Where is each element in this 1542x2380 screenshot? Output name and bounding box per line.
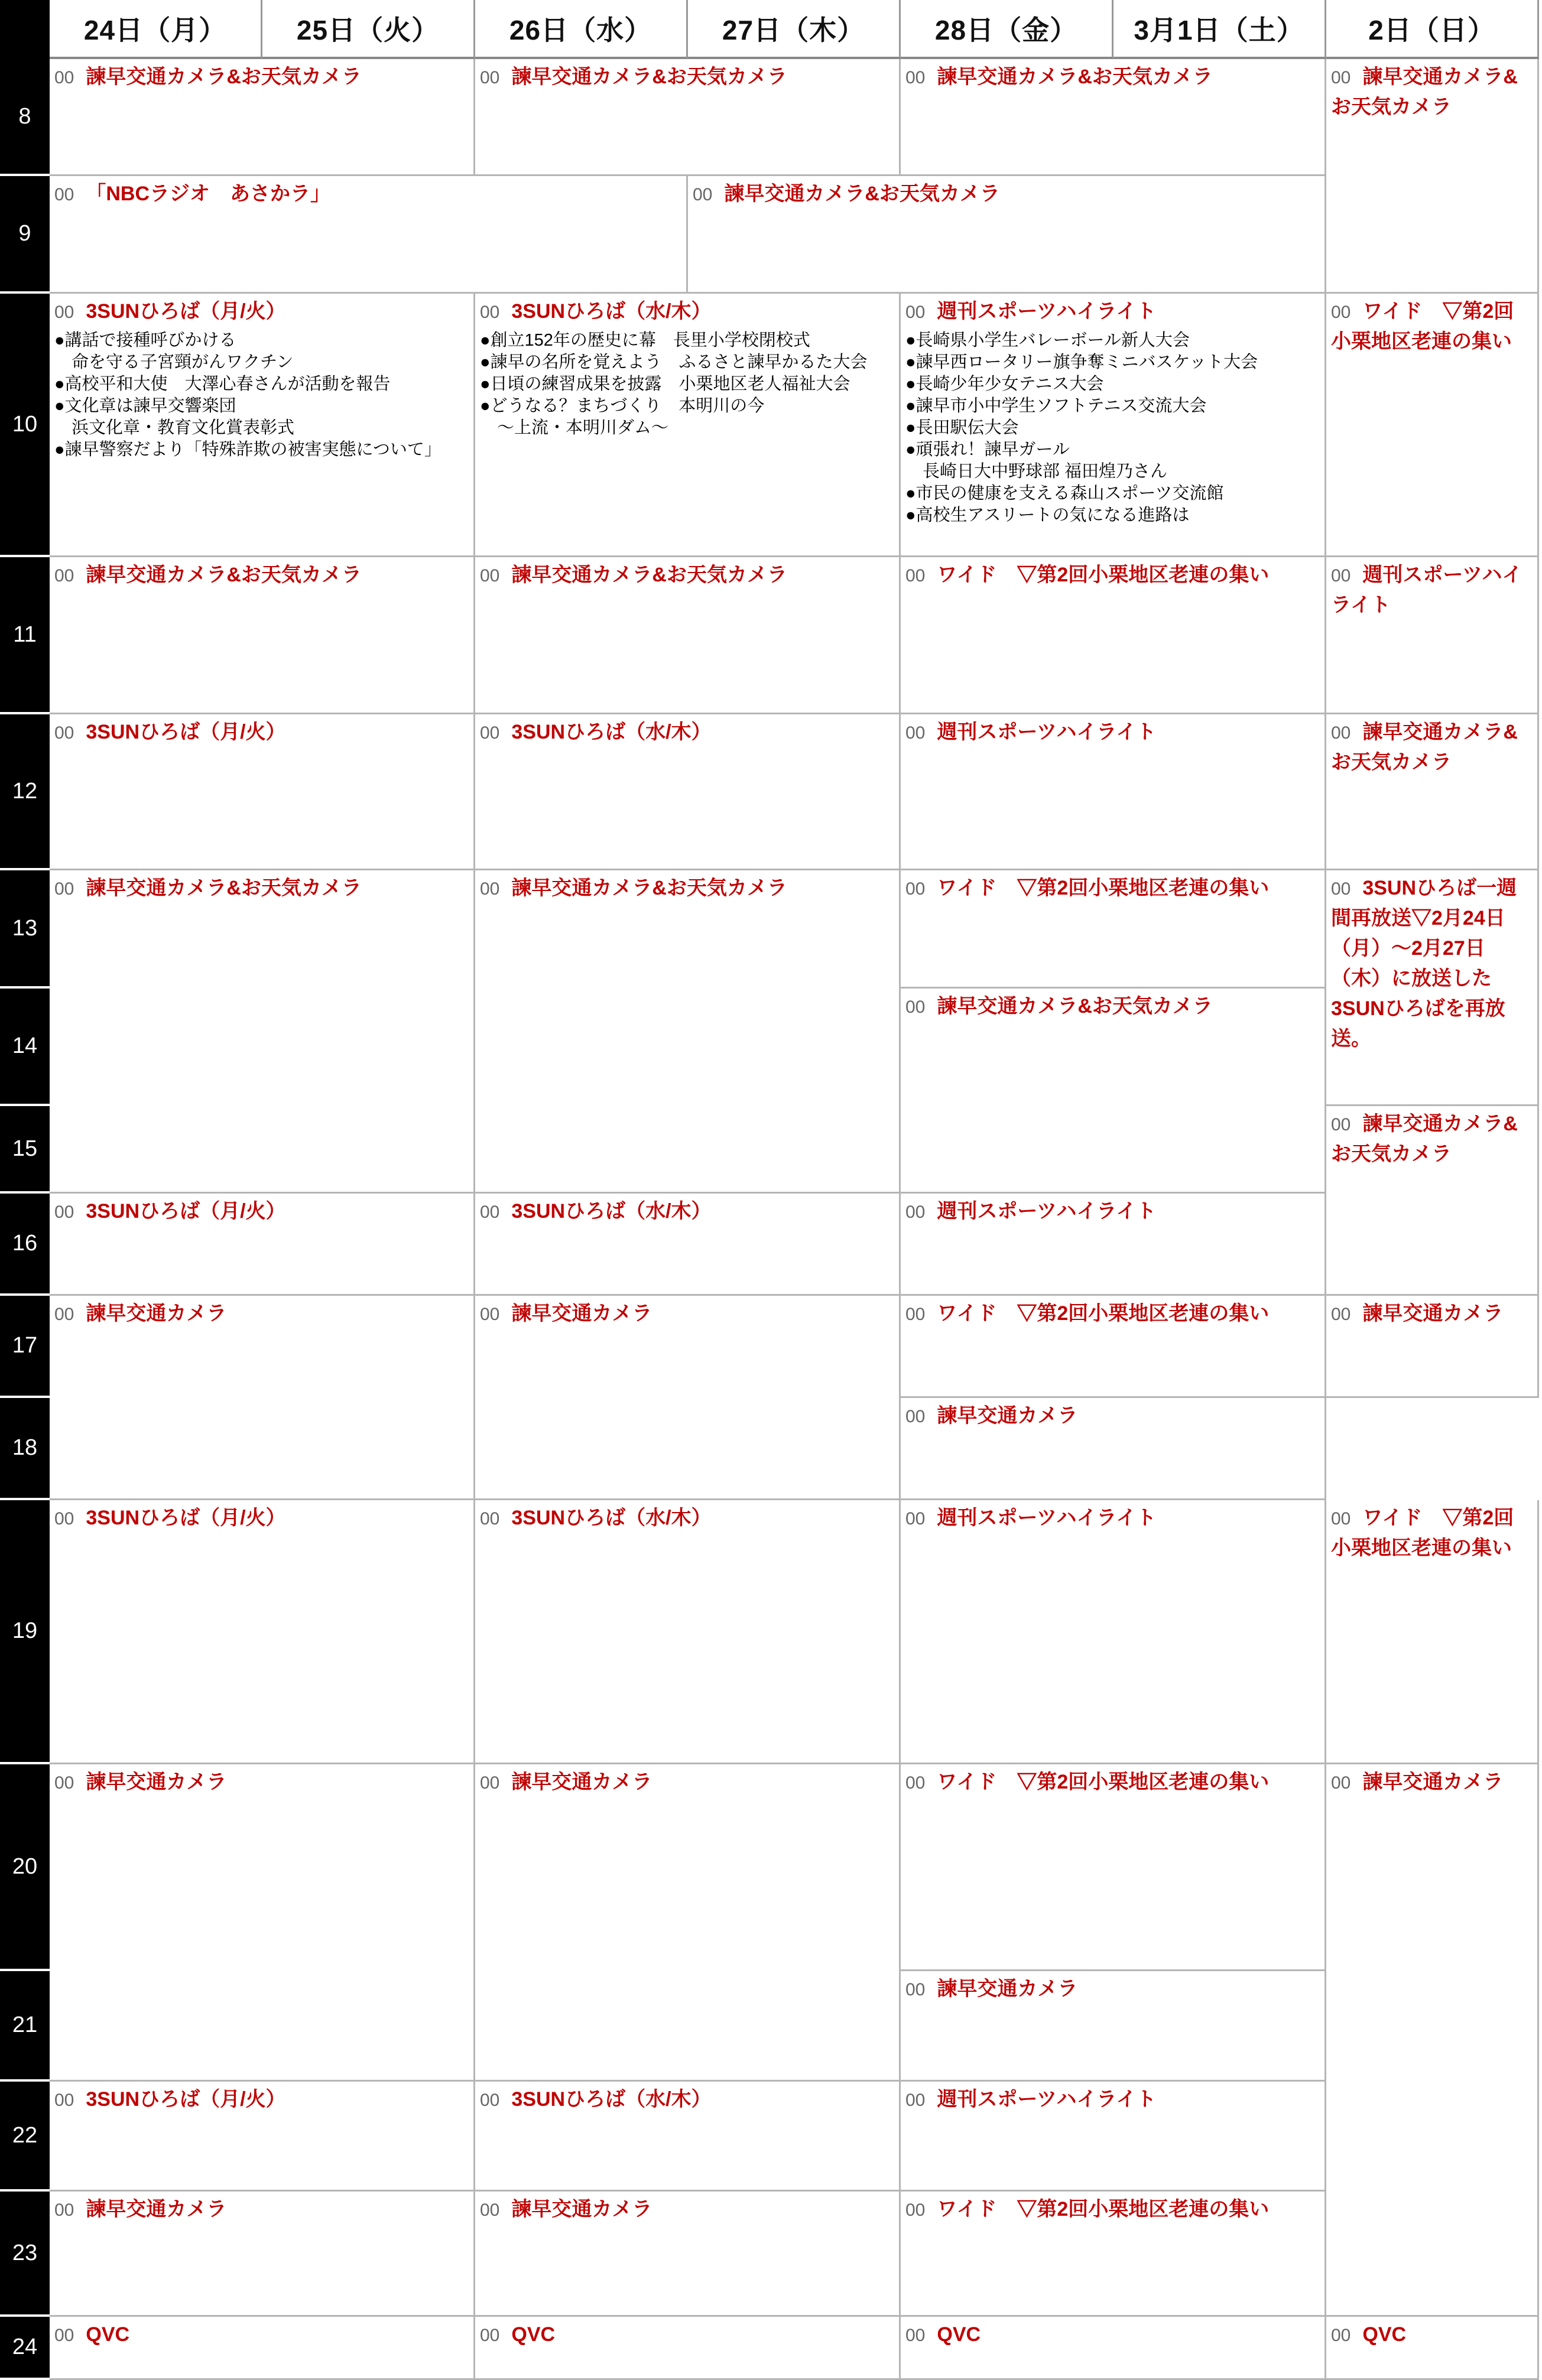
hour-label: 14: [0, 989, 50, 1106]
day-header-mon: 24日（月）: [50, 0, 262, 59]
program-notes: [54, 330, 469, 461]
start-minute: 00: [480, 1305, 500, 1324]
hour-label: 19: [0, 1500, 50, 1764]
program-header: [1331, 1769, 1533, 1799]
program-note: ●創立152年の歴史に幕 長里小学校閉校式: [480, 331, 810, 350]
program-cell[interactable]: [1326, 557, 1539, 714]
program-title: 諫早交通カメラ: [937, 1404, 1078, 1427]
program-header: [1331, 1300, 1533, 1331]
start-minute: 00: [54, 2200, 74, 2220]
start-minute: 00: [54, 1509, 74, 1529]
start-minute: 00: [1331, 1115, 1351, 1134]
program-cell[interactable]: [50, 557, 475, 714]
program-cell[interactable]: [475, 870, 901, 1194]
hour-label: 20: [0, 1764, 50, 1971]
program-cell[interactable]: [901, 870, 1326, 989]
program-header: [480, 2322, 894, 2352]
start-minute: 00: [54, 566, 74, 586]
program-header: [905, 1505, 1320, 1535]
hour-label: 11: [0, 557, 50, 714]
start-minute: 00: [905, 1980, 926, 1999]
start-minute: 00: [905, 723, 926, 743]
program-title: 3SUNひろば（月/火）: [86, 300, 286, 323]
program-title: ワイド ▽第2回小栗地区老連の集い: [937, 1771, 1270, 1793]
start-minute: 00: [480, 68, 500, 87]
hour-label: 18: [0, 1398, 50, 1500]
hour-label: 9: [0, 176, 50, 294]
program-cell[interactable]: [901, 59, 1326, 176]
day-header-wed: 26日（水）: [475, 0, 688, 59]
start-minute: 00: [905, 1305, 926, 1324]
start-minute: 00: [1331, 723, 1351, 743]
program-cell[interactable]: [50, 176, 688, 294]
program-note: 浜文化章・教育文化賞表彰式: [54, 418, 295, 437]
program-title: 諫早交通カメラ&お天気カメラ: [724, 183, 1000, 205]
program-title: ワイド ▽第2回小栗地区老連の集い: [1331, 300, 1514, 353]
program-header: [1331, 875, 1533, 1056]
program-title: 諫早交通カメラ&お天気カメラ: [511, 564, 787, 586]
hour-label: 23: [0, 2192, 50, 2317]
hour-label: 24: [0, 2317, 50, 2380]
program-note: ●諫早市小中学生ソフトテニス交流大会: [905, 396, 1207, 415]
hour-label: 13: [0, 870, 50, 989]
program-note: ●市民の健康を支える森山スポーツ交流館: [905, 484, 1224, 503]
program-header: [480, 875, 894, 905]
program-title: 諫早交通カメラ&お天気カメラ: [511, 877, 787, 899]
program-header: [480, 1505, 894, 1535]
program-cell[interactable]: [475, 1194, 901, 1296]
program-cell[interactable]: [50, 1764, 475, 2082]
program-header: [1331, 64, 1533, 124]
program-header: [905, 1198, 1320, 1228]
start-minute: 00: [905, 879, 926, 899]
program-title: 週刊スポーツハイライト: [937, 300, 1157, 323]
program-note: ●どうなる？まちづくり 本明川の今: [480, 396, 765, 415]
program-title: 諫早交通カメラ&お天気カメラ: [1331, 721, 1518, 773]
program-header: [1331, 719, 1533, 779]
program-title: 3SUNひろば（月/火）: [86, 1200, 286, 1222]
hour-label: 10: [0, 294, 50, 557]
program-note: ●長崎県小学生バレーボール新人大会: [905, 331, 1190, 350]
hour-label: 21: [0, 1971, 50, 2082]
program-cell[interactable]: [50, 59, 475, 176]
start-minute: 00: [905, 2200, 926, 2220]
program-header: [480, 2086, 894, 2116]
program-header: [54, 2196, 469, 2226]
program-header: [905, 2196, 1320, 2226]
program-cell[interactable]: [901, 1398, 1326, 1500]
day-header-sun: 2日（日）: [1326, 0, 1539, 59]
program-cell[interactable]: [1326, 294, 1539, 557]
program-note: ●高校平和大使 大澤心春さんが活動を報告: [54, 375, 391, 394]
program-cell[interactable]: [1326, 870, 1539, 1106]
program-cell[interactable]: [50, 2082, 475, 2192]
program-title: 3SUNひろば（月/火）: [86, 721, 286, 743]
hour-label: 17: [0, 1296, 50, 1398]
program-cell[interactable]: [901, 2192, 1326, 2317]
program-title: 諫早交通カメラ: [86, 1302, 227, 1325]
program-header: [54, 2086, 469, 2116]
day-header-sat: 3月1日（土）: [1114, 0, 1326, 59]
program-title: QVC: [511, 2323, 556, 2346]
program-cell[interactable]: [1326, 1296, 1539, 1398]
start-minute: 00: [905, 1202, 926, 1222]
program-title: 諫早交通カメラ&お天気カメラ: [86, 877, 362, 899]
program-title: 諫早交通カメラ&お天気カメラ: [86, 564, 362, 586]
program-cell[interactable]: [50, 294, 475, 557]
program-notes: [480, 330, 894, 439]
program-header: [54, 1300, 469, 1331]
program-cell[interactable]: [901, 714, 1326, 870]
start-minute: 00: [54, 2090, 74, 2110]
program-title: 諫早交通カメラ: [1362, 1302, 1504, 1325]
program-note: ●諫早の名所を覚えよう ふるさと諫早かるた大会: [480, 353, 868, 372]
corner-cell: [0, 0, 50, 59]
program-header: [54, 1769, 469, 1799]
program-header: [1331, 298, 1533, 359]
program-note: ●文化章は諫早交響楽団: [54, 396, 236, 415]
program-header: [905, 1976, 1320, 2006]
day-header-fri: 28日（金）: [901, 0, 1114, 59]
program-cell[interactable]: [1326, 1500, 1539, 1764]
start-minute: 00: [480, 2090, 500, 2110]
program-title: 諫早交通カメラ: [511, 1771, 652, 1793]
program-title: 諫早交通カメラ&お天気カメラ: [1331, 1113, 1518, 1165]
start-minute: 00: [54, 2326, 74, 2345]
program-header: [905, 719, 1320, 749]
program-note: 命を守る子宮頸がんワクチン: [54, 353, 294, 372]
program-note: ●頑張れ！諫早ガール: [905, 440, 1070, 459]
program-title: 3SUNひろば（月/火）: [86, 2088, 286, 2111]
program-cell[interactable]: [901, 1971, 1326, 2082]
program-header: [1331, 1505, 1533, 1565]
start-minute: 00: [480, 1202, 500, 1222]
program-notes: [905, 330, 1320, 526]
program-title: 諫早交通カメラ: [937, 1978, 1078, 2000]
program-title: 週刊スポーツハイライト: [1331, 564, 1522, 616]
program-title: 3SUNひろば（月/火）: [86, 1507, 286, 1529]
program-title: QVC: [1362, 2323, 1407, 2346]
program-cell[interactable]: [901, 2317, 1326, 2380]
program-header: [54, 64, 469, 94]
start-minute: 00: [480, 1509, 500, 1529]
program-header: [54, 2322, 469, 2352]
program-cell[interactable]: [901, 2082, 1326, 2192]
program-header: [905, 1403, 1320, 1433]
program-header: [54, 562, 469, 592]
start-minute: 00: [54, 68, 74, 87]
program-cell[interactable]: [475, 557, 901, 714]
start-minute: 00: [905, 1509, 926, 1529]
program-header: [1331, 562, 1533, 622]
program-title: 3SUNひろば（水/木）: [511, 300, 712, 323]
program-cell[interactable]: [901, 989, 1326, 1194]
program-title: 週刊スポーツハイライト: [937, 2088, 1157, 2111]
program-header: [480, 64, 894, 94]
program-header: [480, 562, 894, 592]
start-minute: 00: [480, 303, 500, 322]
program-cell[interactable]: [50, 870, 475, 1194]
program-header: [693, 181, 1320, 211]
program-cell[interactable]: [901, 1764, 1326, 1971]
start-minute: 00: [480, 566, 500, 586]
program-title: 3SUNひろば（水/木）: [511, 1200, 712, 1222]
program-cell[interactable]: [1326, 1764, 1539, 2317]
program-cell[interactable]: [50, 1296, 475, 1500]
start-minute: 00: [1331, 566, 1351, 586]
program-header: [480, 1769, 894, 1799]
program-header: [480, 2196, 894, 2226]
start-minute: 00: [905, 2090, 926, 2110]
hour-label: 16: [0, 1194, 50, 1296]
start-minute: 00: [54, 1202, 74, 1222]
program-title: 諫早交通カメラ: [1362, 1771, 1504, 1793]
program-cell[interactable]: [50, 2317, 475, 2380]
program-note: ●日頃の練習成果を披露 小栗地区老人福祉大会: [480, 375, 850, 394]
start-minute: 00: [693, 185, 713, 204]
hour-label: 12: [0, 714, 50, 870]
program-title: 諫早交通カメラ&お天気カメラ: [86, 66, 362, 88]
hour-label: 22: [0, 2082, 50, 2192]
program-cell[interactable]: [901, 1194, 1326, 1296]
program-title: ワイド ▽第2回小栗地区老連の集い: [937, 564, 1270, 586]
program-header: [1331, 2322, 1533, 2352]
program-title: 諫早交通カメラ: [511, 1302, 652, 1325]
program-cell[interactable]: [475, 2192, 901, 2317]
program-cell[interactable]: [901, 1500, 1326, 1764]
start-minute: 00: [480, 723, 500, 743]
program-cell[interactable]: [1326, 714, 1539, 870]
program-note: ●長田駅伝大会: [905, 418, 1019, 437]
program-title: QVC: [937, 2323, 981, 2346]
program-header: [905, 1769, 1320, 1799]
program-header: [905, 562, 1320, 592]
start-minute: 00: [1331, 879, 1351, 899]
program-title: 諫早交通カメラ&お天気カメラ: [1331, 66, 1518, 118]
program-header: [905, 64, 1320, 94]
start-minute: 00: [905, 1773, 926, 1793]
program-header: [905, 2086, 1320, 2116]
program-header: [1331, 1111, 1533, 1171]
start-minute: 00: [905, 997, 926, 1017]
program-cell[interactable]: [50, 1194, 475, 1296]
start-minute: 00: [480, 2200, 500, 2220]
program-cell[interactable]: [475, 294, 901, 557]
program-cell[interactable]: [475, 2317, 901, 2380]
program-header: [905, 993, 1320, 1023]
program-cell[interactable]: [475, 714, 901, 870]
program-cell[interactable]: [475, 1500, 901, 1764]
hour-label: 8: [0, 59, 50, 176]
program-title: 諫早交通カメラ: [511, 2198, 652, 2220]
start-minute: 00: [1331, 303, 1351, 322]
program-title: 3SUNひろば（水/木）: [511, 1507, 712, 1529]
program-cell[interactable]: [688, 176, 1326, 294]
program-title: 諫早交通カメラ&お天気カメラ: [937, 66, 1213, 88]
program-note: ●諫早西ロータリー旗争奪ミニバスケット大会: [905, 353, 1258, 372]
start-minute: 00: [905, 1407, 926, 1426]
program-note: ～上流・本明川ダム～: [480, 418, 669, 437]
program-header: [54, 1198, 469, 1228]
start-minute: 00: [54, 185, 74, 204]
program-title: ワイド ▽第2回小栗地区老連の集い: [1331, 1507, 1514, 1559]
program-note: ●諫早警察だより「特殊詐欺の被害実態について」: [54, 440, 442, 459]
program-note: ●講話で接種呼びかける: [54, 331, 236, 350]
start-minute: 00: [54, 1305, 74, 1324]
program-header: [54, 719, 469, 749]
program-title: 3SUNひろば（水/木）: [511, 2088, 712, 2111]
program-header: [54, 875, 469, 905]
program-header: [54, 298, 469, 329]
start-minute: 00: [1331, 1305, 1351, 1324]
program-cell[interactable]: [1326, 1106, 1539, 1296]
day-header-thu: 27日（木）: [688, 0, 901, 59]
program-cell[interactable]: [901, 1296, 1326, 1398]
program-header: [480, 1300, 894, 1331]
program-cell[interactable]: [1326, 2317, 1539, 2380]
program-cell[interactable]: [50, 2192, 475, 2317]
program-title: 諫早交通カメラ: [86, 2198, 227, 2220]
program-title: 週刊スポーツハイライト: [937, 721, 1157, 743]
program-title: 週刊スポーツハイライト: [937, 1507, 1157, 1529]
day-header-tue: 25日（火）: [262, 0, 475, 59]
start-minute: 00: [54, 879, 74, 899]
program-note: ●高校生アスリートの気になる進路は: [905, 506, 1190, 525]
program-header: [480, 1198, 894, 1228]
program-title: 諫早交通カメラ&お天気カメラ: [937, 995, 1213, 1017]
program-header: [905, 298, 1320, 329]
start-minute: 00: [1331, 2326, 1351, 2345]
program-title: 「NBCラジオ あさかラ」: [86, 183, 331, 205]
program-cell[interactable]: [50, 714, 475, 870]
program-header: [54, 181, 681, 211]
program-cell[interactable]: [475, 59, 901, 176]
start-minute: 00: [1331, 68, 1351, 87]
start-minute: 00: [905, 303, 926, 322]
program-cell[interactable]: [50, 1500, 475, 1764]
program-title: ワイド ▽第2回小栗地区老連の集い: [937, 1302, 1270, 1325]
start-minute: 00: [905, 68, 926, 87]
start-minute: 00: [480, 1773, 500, 1793]
program-cell[interactable]: [475, 2082, 901, 2192]
program-note: ●長崎少年少女テニス大会: [905, 375, 1104, 394]
program-title: 諫早交通カメラ: [86, 1771, 227, 1793]
program-title: QVC: [86, 2323, 130, 2346]
program-title: 週刊スポーツハイライト: [937, 1200, 1157, 1222]
start-minute: 00: [54, 1773, 74, 1793]
program-note: 長崎日大中野球部 福田煌乃さん: [905, 462, 1168, 481]
hour-label: 15: [0, 1106, 50, 1194]
program-title: ワイド ▽第2回小栗地区老連の集い: [937, 2198, 1270, 2220]
start-minute: 00: [480, 879, 500, 899]
start-minute: 00: [905, 2326, 926, 2345]
program-title: ワイド ▽第2回小栗地区老連の集い: [937, 877, 1270, 899]
program-cell[interactable]: [1326, 59, 1539, 294]
start-minute: 00: [54, 723, 74, 743]
start-minute: 00: [905, 566, 926, 586]
program-header: [905, 2322, 1320, 2352]
program-header: [480, 298, 894, 329]
start-minute: 00: [480, 2326, 500, 2345]
program-cell[interactable]: [475, 1764, 901, 2082]
program-cell[interactable]: [901, 557, 1326, 714]
program-title: 3SUNひろば一週間再放送▽2月24日（月）～2月27日（木）に放送した3SUNひろばを再放送。: [1331, 877, 1517, 1050]
program-header: [905, 875, 1320, 905]
start-minute: 00: [1331, 1509, 1351, 1529]
program-cell[interactable]: [901, 294, 1326, 557]
program-header: [905, 1300, 1320, 1331]
program-header: [480, 719, 894, 749]
start-minute: 00: [1331, 1773, 1351, 1793]
program-cell[interactable]: [475, 1296, 901, 1500]
start-minute: 00: [54, 303, 74, 322]
program-header: [54, 1505, 469, 1535]
program-title: 3SUNひろば（水/木）: [511, 721, 712, 743]
program-title: 諫早交通カメラ&お天気カメラ: [511, 66, 787, 88]
